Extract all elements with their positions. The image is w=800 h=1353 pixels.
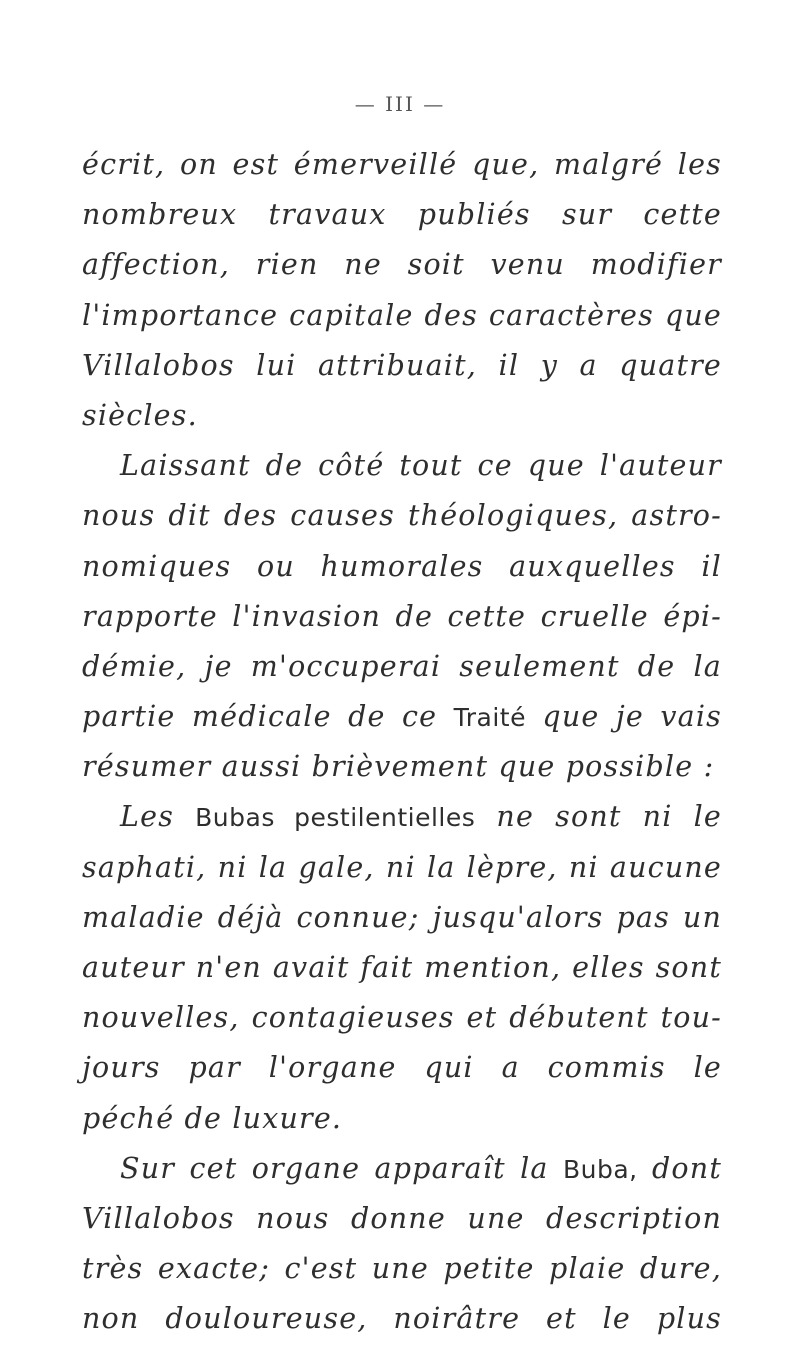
text-line [82,642,722,692]
italic-text-segment: Villalobos nous donne une description [82,1201,722,1235]
text-line [82,542,722,592]
italic-text-segment: Les [120,800,196,834]
italic-text-segment: que je vais [525,700,722,734]
body-text [82,140,722,1345]
italic-text-segment: jours par l'organe qui a commis le [82,1051,722,1085]
italic-text-segment: nouvelles, contagieuses et débutent tou- [82,1001,722,1035]
roman-text-segment: Buba, [562,1154,638,1184]
italic-text-segment: nous dit des causes théologiques, astro- [82,499,722,533]
italic-text-segment: ne sont ni le [475,800,723,834]
text-line [82,943,722,993]
text-line [82,592,722,642]
text-line [82,1244,722,1294]
italic-text-segment: nombreux travaux publiés sur cette [82,198,722,232]
text-line [82,190,722,240]
italic-text-segment: maladie déjà connue; jusqu'alors pas un [82,900,722,934]
italic-text-segment: Laissant de côté tout ce que l'auteur [120,449,722,483]
text-line [82,1094,722,1144]
text-line [82,843,722,893]
italic-text-segment: l'importance capitale des caractères que [82,298,722,332]
paragraph [82,140,722,441]
roman-text-segment: Bubas pestilentielles [195,803,476,833]
roman-text-segment: Traité [453,703,526,733]
italic-text-segment: très exacte; c'est une petite plaie dure, [82,1252,722,1286]
italic-text-segment: Sur cet organe apparaît la [120,1151,563,1185]
text-line [82,1194,722,1244]
text-line [82,140,722,190]
italic-text-segment: nomiques ou humorales auxquelles il [82,549,722,583]
italic-text-segment: affection, rien ne soit venu modifier [82,248,722,282]
text-line [82,993,722,1043]
text-line [82,240,722,290]
italic-text-segment: Villalobos lui attribuait, il y a quatre [82,348,722,382]
italic-text-segment: dont [637,1151,722,1185]
page-number: — III — [354,92,446,116]
italic-text-segment: saphati, ni la gale, ni la lèpre, ni aucune [82,850,722,884]
italic-text-segment: écrit, on est émerveillé que, malgré les [82,148,722,181]
text-line [82,742,722,792]
italic-text-segment: partie médicale de ce [82,700,454,734]
text-line [82,441,722,491]
paragraph [82,792,722,1143]
italic-text-segment: démie, je m'occuperai seulement de la [82,649,722,683]
text-line [82,491,722,541]
text-line [82,692,722,742]
paragraph [82,1144,722,1345]
italic-text-segment: non douloureuse, noirâtre et le plus [82,1302,722,1336]
text-line [82,341,722,391]
text-line [82,792,722,842]
text-line [82,291,722,341]
italic-text-segment: péché de luxure. [82,1101,343,1135]
italic-text-segment: auteur n'en avait fait mention, elles sont [82,951,722,984]
italic-text-segment: rapporte l'invasion de cette cruelle épi- [82,599,722,633]
text-line [82,391,722,441]
italic-text-segment: résumer aussi brièvement que possible : [82,750,715,784]
text-line [82,1144,722,1194]
text-line [82,1043,722,1093]
paragraph [82,441,722,792]
text-line [82,1294,722,1344]
italic-text-segment: siècles. [82,398,198,432]
text-line [82,893,722,943]
